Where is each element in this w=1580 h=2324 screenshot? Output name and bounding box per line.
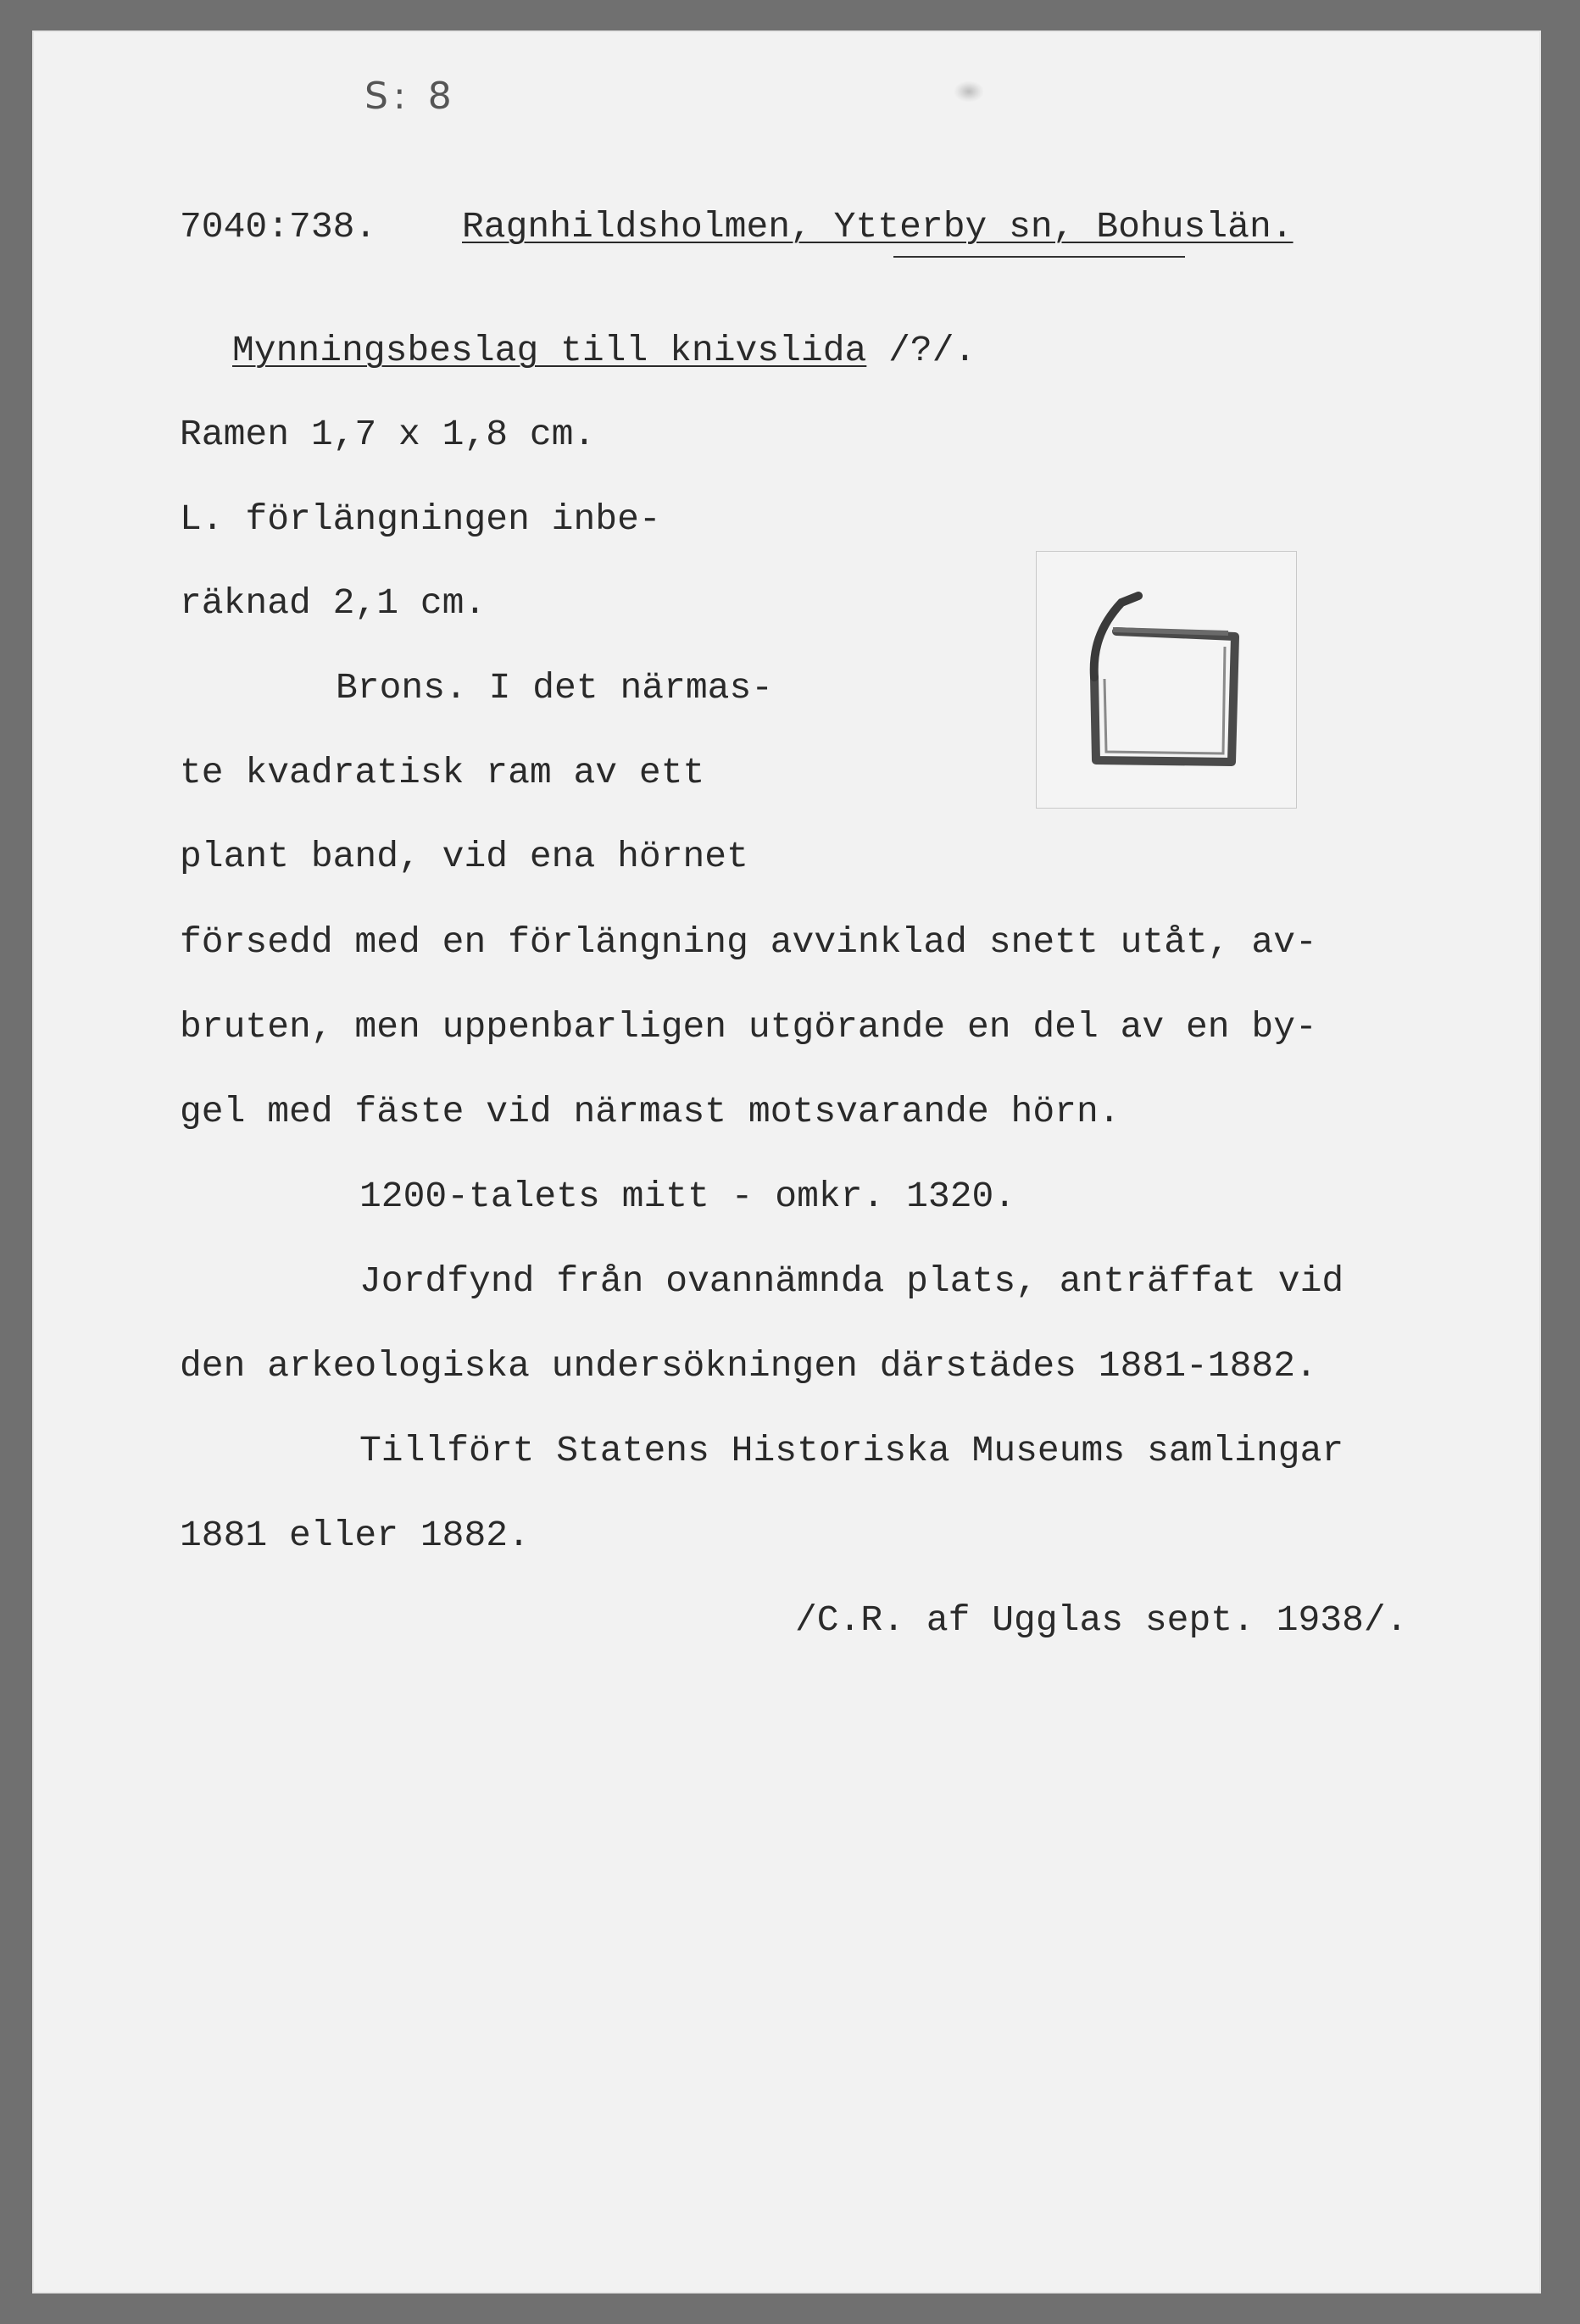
find-place: Ragnhildsholmen, Ytterby sn, Bohuslän. [462, 206, 1293, 247]
object-title-row [232, 332, 976, 369]
measure-line-2: L. förlängningen inbe- [180, 498, 661, 540]
object-title-suffix: /?/. [866, 330, 976, 371]
handwritten-number: S: 8 [364, 75, 457, 118]
frame-extension [1094, 596, 1138, 677]
description-line-6: gel med fäste vid närmast motsvarande hörn. [180, 1091, 1121, 1132]
frame-inner-edge [1104, 647, 1225, 753]
measure-line-1: Ramen 1,7 x 1,8 cm. [180, 414, 596, 455]
measure-line-3: räknad 2,1 cm. [180, 582, 487, 624]
description-line-3: plant band, vid ena hörnet [180, 836, 748, 877]
dating: 1200-talets mitt - omkr. 1320. [359, 1176, 1016, 1217]
description-line-5: bruten, men uppenbarligen utgörande en del av en by- [180, 1006, 1317, 1048]
signature: /C.R. af Ugglas sept. 1938/. [795, 1599, 1408, 1641]
place-double-underline [893, 256, 1185, 258]
description-line-1: Brons. I det närmas- [336, 667, 774, 709]
description-line-4: försedd med en förlängning avvinklad snett utåt, av- [180, 921, 1317, 963]
accession-line-2: 1881 eller 1882. [180, 1515, 530, 1556]
catalog-card [32, 31, 1541, 2293]
find-line-1: Jordfynd från ovannämnda plats, anträffat vid [359, 1260, 1344, 1302]
frame-outline [1094, 631, 1235, 762]
extension-highlight [1113, 630, 1228, 633]
mouth-mount-image [1037, 552, 1296, 808]
smudge [954, 81, 983, 102]
object-photo [1036, 551, 1297, 809]
description-line-2: te kvadratisk ram av ett [180, 752, 705, 793]
accession-line-1: Tillfört Statens Historiska Museums samlingar [359, 1430, 1344, 1471]
find-line-2: den arkeologiska undersökningen därstädes 1881-1882. [180, 1345, 1317, 1387]
catalog-number: 7040:738. [180, 206, 377, 247]
object-title: Mynningsbeslag till knivslida [232, 330, 867, 371]
